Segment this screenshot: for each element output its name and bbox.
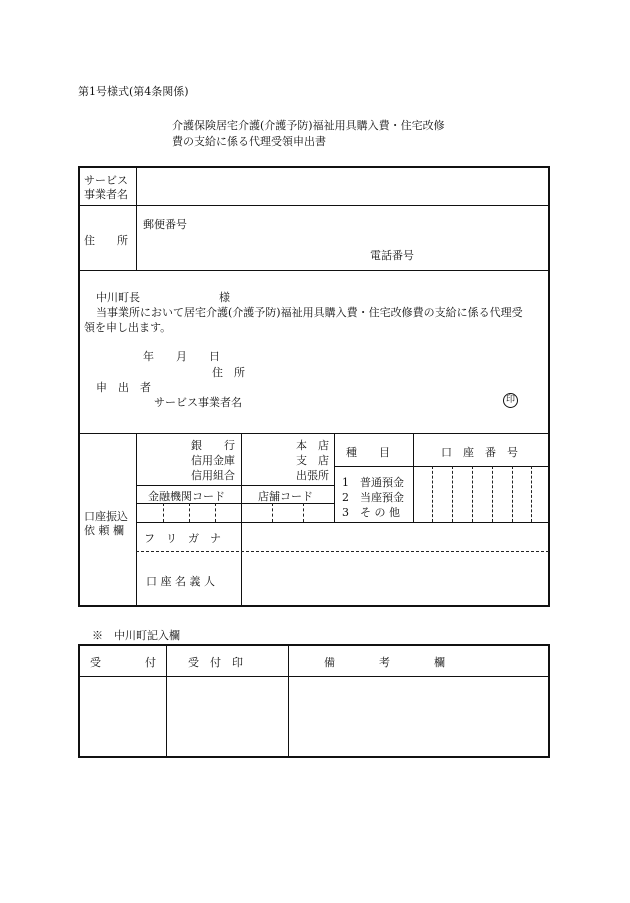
account-holder-label: 口 座 名 義 人 [146,575,215,588]
request-body-line-1: 当事業所において居宅介護(介護予防)福祉用具購入費・住宅改修費の支給に係る代理受 [96,306,523,319]
service-provider-name-field[interactable] [142,172,542,200]
kind-current[interactable]: 2 当座預金 [342,491,404,504]
account-number-header: 口 座 番 号 [441,446,518,459]
addressee: 中川町長 [96,291,140,304]
kind-header: 種 目 [346,446,390,459]
kind-ordinary[interactable]: 1 普通預金 [342,476,404,489]
applicant-address-label: 住 所 [212,366,245,379]
service-provider-label-1: サービス [84,174,128,187]
branch-code-label: 店舗コード [258,490,313,503]
furigana-field[interactable] [246,526,544,548]
bank-type-shinkin: 信用金庫 [191,454,235,467]
office-header-stamp: 受 付 印 [188,656,243,669]
postal-code-label: 郵便番号 [143,218,187,231]
branch-type-sub: 出張所 [296,469,329,482]
honorific: 様 [219,291,230,304]
address-field[interactable] [142,230,542,244]
form-number: 第1号様式(第4条関係) [78,85,189,98]
branch-type-branch: 支 店 [296,454,329,467]
office-header-reception: 受 付 [90,656,156,669]
form-title-line-2: 費の支給に係る代理受領申出書 [172,135,326,148]
bank-section-label-2: 依 頼 欄 [84,524,124,537]
phone-label: 電話番号 [370,249,414,262]
bank-section-label-1: 口座振込 [84,510,128,523]
service-provider-label-2: 事業者名 [84,188,128,201]
request-date: 年 月 日 [143,350,220,363]
bank-type-bank: 銀 行 [191,439,235,452]
office-header-remarks: 備 考 欄 [324,656,445,669]
request-body-line-2: 領を申し出ます。 [84,321,172,334]
bank-type-kumiai: 信用組合 [191,469,235,482]
bank-code-label: 金融機関コード [148,490,225,503]
office-section-title: ※ 中川町記入欄 [92,629,180,642]
seal-mark: 印 [503,393,518,408]
kind-other[interactable]: 3 そ の 他 [342,506,400,519]
applicant-label: 申 出 者 [96,381,151,394]
account-holder-field[interactable] [246,556,544,602]
form-title-line-1: 介護保険居宅介護(介護予防)福祉用具購入費・住宅改修 [172,119,445,132]
furigana-label: フ リ ガ ナ [144,532,221,545]
provider-name-label: サービス事業者名 [154,396,242,409]
branch-type-head: 本 店 [296,439,329,452]
address-label: 住 所 [84,234,128,247]
